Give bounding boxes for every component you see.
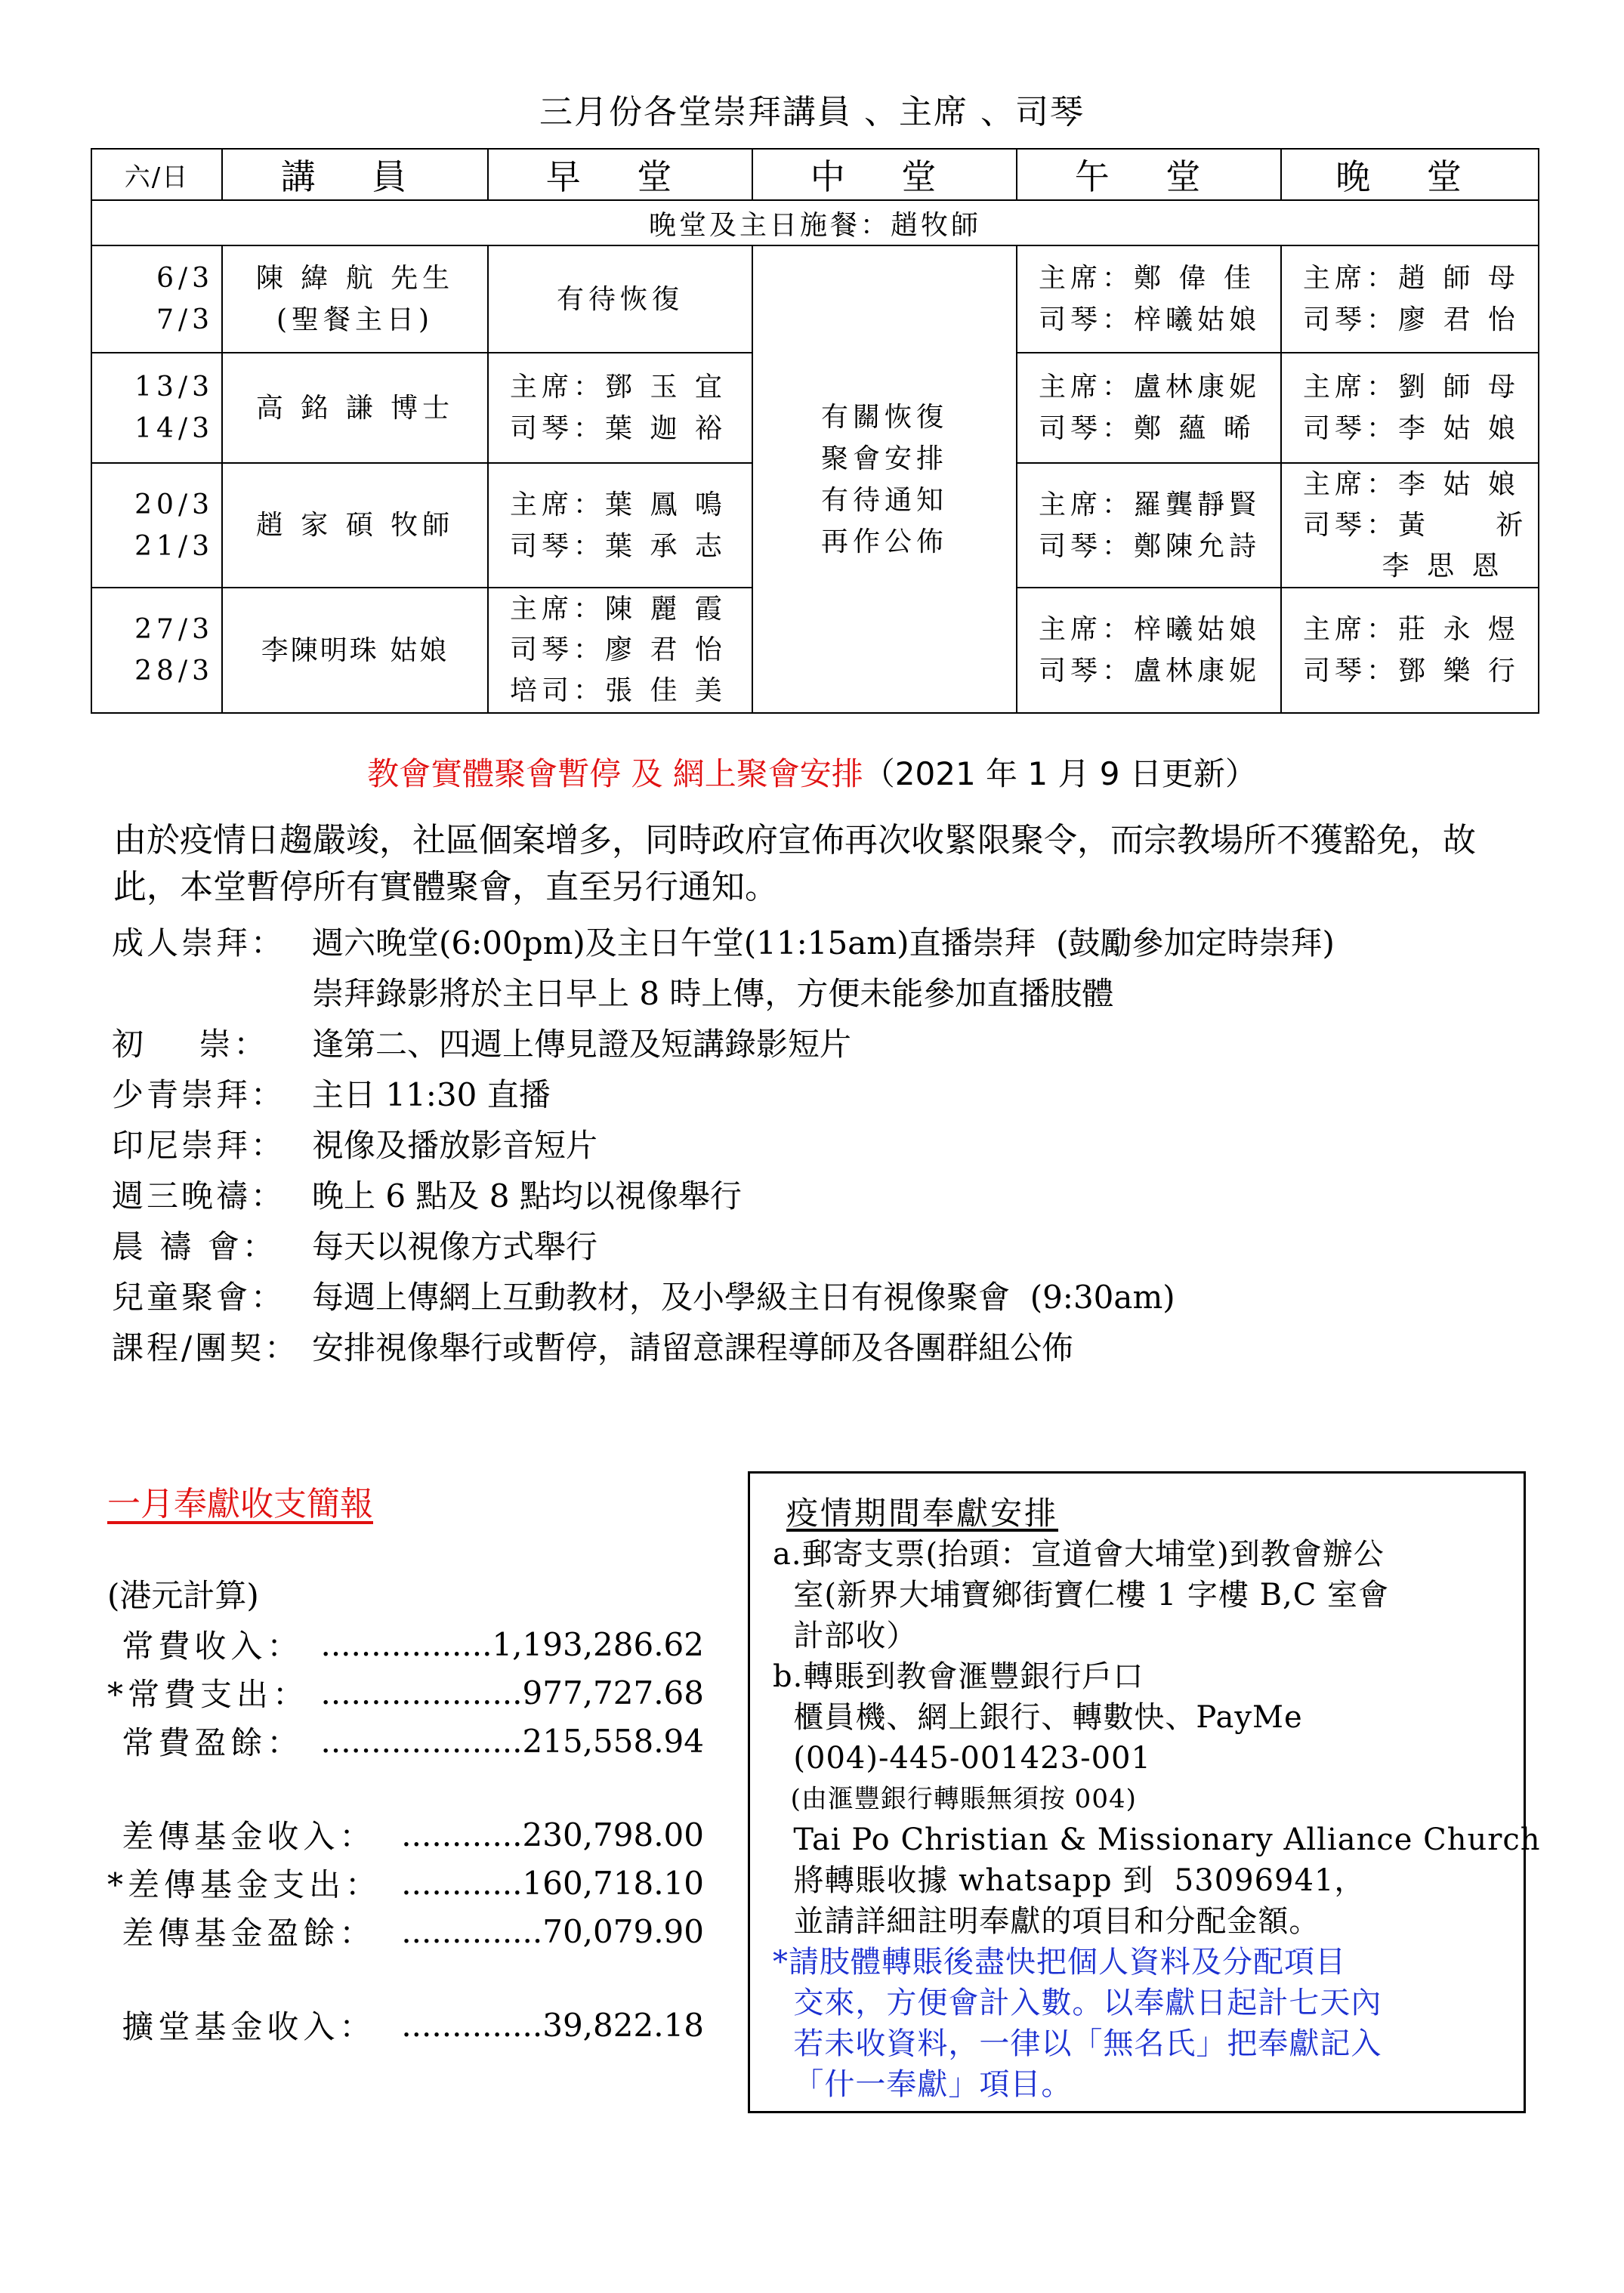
early-cell: 有待恢復: [488, 245, 752, 353]
list-item: 課程/團契： 安排視像舉行或暫停，請留意課程導師及各團群組公佈: [112, 1329, 1074, 1366]
speaker-cell: 陳 緯 航 先生 (聖餐主日): [222, 245, 488, 353]
speaker-cell: 高 銘 謙 博士: [222, 353, 488, 463]
page-title: 三月份各堂崇拜講員 、主席 、司琴: [539, 93, 1085, 131]
list-item: 初 崇： 逢第二、四週上傳見證及短講錄影短片: [112, 1025, 852, 1063]
list-item: 崇拜錄影將於主日早上 8 時上傳，方便未能參加直播肢體: [312, 974, 1114, 1012]
header-day: 六/日: [91, 149, 222, 200]
header-middle: 中 堂: [752, 149, 1017, 200]
dates-cell: 20/3 21/3: [91, 463, 222, 588]
dates-cell: 6/3 7/3: [91, 245, 222, 353]
finance-row: *常費支出： .................... 977,727.68: [107, 1674, 704, 1713]
offering-note-line: 「什一奉獻」項目。: [773, 2067, 1073, 2102]
offering-note-line: 若未收資料，一律以「無名氏」把奉獻記入: [773, 2026, 1382, 2061]
schedule-table: [91, 148, 1539, 714]
early-cell: 主席：陳 麗 霞 司琴：廖 君 怡 培司：張 佳 美: [488, 588, 752, 713]
header-evening: 晚 堂: [1281, 149, 1539, 200]
header-afternoon: 午 堂: [1017, 149, 1281, 200]
offering-line: b.轉賬到教會滙豐銀行戶口: [773, 1659, 1144, 1694]
evening-cell: 主席：李 姑 娘 司琴：黃 祈 李 思 恩: [1281, 463, 1539, 588]
early-cell: 主席：葉 鳳 鳴 司琴：葉 承 志: [488, 463, 752, 588]
dates-cell: 13/3 14/3: [91, 353, 222, 463]
headline-date: （2021 年 1 月 9 日更新）: [863, 755, 1257, 792]
schedule-note: 晚堂及主日施餐：趙牧師: [91, 200, 1539, 245]
list-item: 成人崇拜： 週六晚堂(6:00pm)及主日午堂(11:15am)直播崇拜 (鼓勵參加定時崇拜): [112, 924, 1335, 961]
finance-report: [107, 1620, 704, 2049]
offering-line: (004)-445-001423-001: [773, 1741, 1151, 1776]
finance-row: 常費盈餘： .................... 215,558.94: [107, 1722, 704, 1761]
finance-row: 常費收入： ................. 1,193,286.62: [107, 1625, 704, 1665]
meeting-list: [112, 915, 1532, 1371]
offering-line: 櫃員機、網上銀行、轉數快、PayMe: [773, 1700, 1303, 1735]
offering-line: 計部收）: [773, 1619, 918, 1653]
finance-unit: (港元計算): [107, 1577, 259, 1614]
schedule-header-row: [91, 149, 1539, 200]
speaker-cell: 趙 家 碩 牧師: [222, 463, 488, 588]
announcement-headline: [0, 749, 1624, 795]
finance-row: 差傳基金收入： ............ 230,798.00: [107, 1816, 704, 1855]
offering-box: [748, 1471, 1541, 2113]
afternoon-cell: 主席：羅龔靜賢 司琴：鄭陳允詩: [1017, 463, 1281, 588]
evening-cell: 主席：莊 永 煜 司琴：鄧 樂 行: [1281, 588, 1539, 713]
middle-notice-cell: 有關恢復 聚會安排 有待通知 再作公佈: [752, 245, 1017, 713]
afternoon-cell: 主席：梓曦姑娘 司琴：盧林康妮: [1017, 588, 1281, 713]
finance-row: 擴堂基金收入： .............. 39,822.18: [107, 2006, 704, 2045]
schedule-row: [91, 245, 1539, 353]
offering-line: 將轉賬收據 whatsapp 到 53096941，: [773, 1863, 1366, 1898]
finance-row: 差傳基金盈餘： .............. 70,079.90: [107, 1912, 704, 1952]
finance-row: *差傳基金支出： ............ 160,718.10: [107, 1864, 704, 1903]
evening-cell: 主席：趙 師 母 司琴：廖 君 怡: [1281, 245, 1539, 353]
offering-title: 疫情期間奉獻安排: [786, 1495, 1059, 1532]
evening-cell: 主席：劉 師 母 司琴：李 姑 娘: [1281, 353, 1539, 463]
headline-red: 教會實體聚會暫停 及 網上聚會安排: [367, 755, 863, 792]
list-item: 晨 禱 會： 每天以視像方式舉行: [112, 1227, 598, 1265]
offering-line: (由滙豐銀行轉賬無須按 004): [773, 1784, 1137, 1814]
dates-cell: 27/3 28/3: [91, 588, 222, 713]
list-item: 兒童聚會： 每週上傳網上互動教材，及小學級主日有視像聚會 (9:30am): [112, 1278, 1175, 1316]
list-item: 週三晚禱： 晚上 6 點及 8 點均以視像舉行: [112, 1177, 742, 1214]
afternoon-cell: 主席：鄭 偉 佳 司琴：梓曦姑娘: [1017, 245, 1281, 353]
speaker-cell: 李陳明珠 姑娘: [222, 588, 488, 713]
offering-line: Tai Po Christian & Missionary Alliance Church: [773, 1822, 1541, 1857]
offering-line: 並請詳細註明奉獻的項目和分配金額。: [773, 1904, 1320, 1939]
early-cell: 主席：鄧 玉 宜 司琴：葉 迦 裕: [488, 353, 752, 463]
header-speaker: 講 員: [222, 149, 488, 200]
list-item: 少青崇拜： 主日 11:30 直播: [112, 1076, 551, 1113]
offering-line: a.郵寄支票(抬頭：宣道會大埔堂)到教會辦公: [773, 1537, 1385, 1572]
list-item: 印尼崇拜： 視像及播放影音短片: [112, 1126, 598, 1164]
afternoon-cell: 主席：盧林康妮 司琴：鄭 蘊 晞: [1017, 353, 1281, 463]
header-early: 早 堂: [488, 149, 752, 200]
offering-note-line: *請肢體轉賬後盡快把個人資料及分配項目: [773, 1945, 1346, 1980]
offering-note-line: 交來，方便會計入數。以奉獻日起計七天內: [773, 1986, 1382, 2020]
offering-line: 室(新界大埔寶鄉街寶仁樓 1 字樓 B,C 室會: [773, 1578, 1390, 1613]
finance-title: 一月奉獻收支簡報: [107, 1485, 373, 1523]
announcement-paragraph: 由於疫情日趨嚴竣，社區個案增多，同時政府宣佈再次收緊限聚令，而宗教場所不獲豁免，故此，本堂暫停所有實體聚會，直至另行通知。: [113, 821, 1476, 906]
